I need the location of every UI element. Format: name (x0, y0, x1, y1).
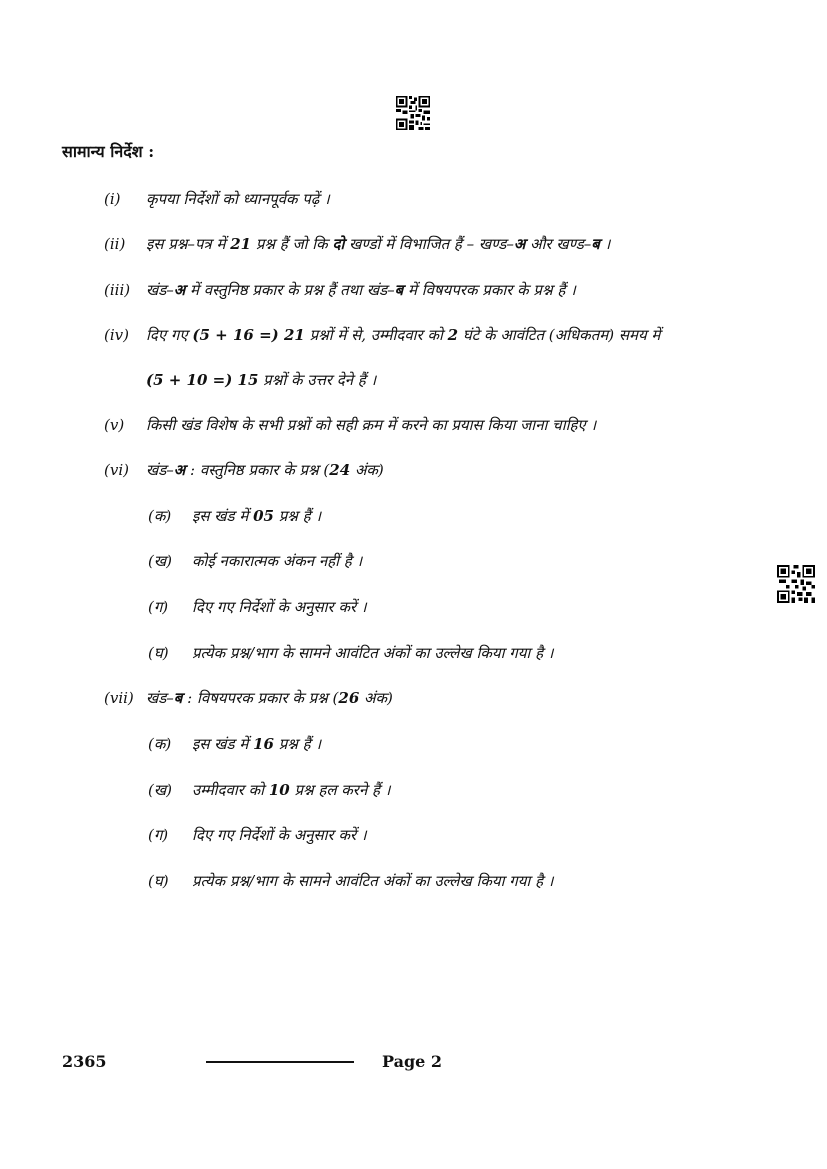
item-text: अ (173, 461, 186, 479)
item-number: (iv) (104, 326, 129, 344)
item-number: (ii) (104, 235, 126, 253)
item-text: 2 (447, 326, 459, 344)
item-text: 16 (253, 735, 274, 753)
item-number: (i) (104, 190, 121, 208)
item-text: प्रश्न हैं । (273, 507, 322, 525)
item-number: (घ) (148, 872, 169, 890)
item-text: में वस्तुनिष्ठ प्रकार के प्रश्न हैं तथा खंड– (185, 281, 395, 299)
item-text: उम्मीदवार को (192, 781, 269, 799)
instruction-ii (104, 234, 610, 254)
item-text: और खण्ड– (525, 235, 592, 253)
item-text: प्रश्न हैं । (273, 735, 322, 753)
item-text: खंड– (146, 689, 174, 707)
sub-item-vi-kha (148, 551, 362, 571)
item-text: प्रश्न हैं जो कि (251, 235, 333, 253)
sub-item-vii-ga (148, 825, 367, 845)
item-text: 10 (268, 781, 290, 799)
item-text: घंटे के आवंटित (अधिकतम) समय में (458, 326, 661, 344)
item-text: कोई नकारात्मक अंकन नहीं है । (192, 552, 363, 570)
item-text: : वस्तुनिष्ठ प्रकार के प्रश्न ( (185, 461, 330, 479)
item-number: (ग) (148, 826, 169, 844)
item-text: खंड– (146, 281, 174, 299)
item-text: ब (591, 235, 600, 253)
item-text: प्रत्येक प्रश्न/भाग के सामने आवंटित अंकों का उल्लेख किया गया है । (192, 644, 554, 662)
footer-divider (206, 1061, 354, 1063)
item-number: (घ) (148, 644, 169, 662)
paper-code: 2365 (62, 1052, 107, 1071)
sub-item-vi-ka (148, 506, 321, 526)
instruction-i (104, 189, 330, 209)
item-number: (ग) (148, 598, 169, 616)
sub-item-vii-ka (148, 734, 321, 754)
instruction-iv-continued (146, 370, 376, 390)
sub-item-vii-kha (148, 780, 390, 800)
item-text: (5 + 10 =) 15 (146, 371, 259, 389)
item-number: (ख) (148, 552, 172, 570)
item-text: अ (513, 235, 526, 253)
instruction-iii (104, 280, 576, 300)
instruction-iv (104, 325, 660, 345)
item-text: इस खंड में (192, 735, 254, 753)
instruction-vi (104, 460, 384, 480)
item-text: में विषयपरक प्रकार के प्रश्न हैं । (403, 281, 576, 299)
item-text: इस खंड में (192, 507, 254, 525)
item-text: (5 + 16 =) 21 (192, 326, 305, 344)
qr-code-icon (776, 565, 816, 603)
item-text: इस प्रश्न–पत्र में (146, 235, 231, 253)
item-text: कृपया निर्देशों को ध्यानपूर्वक पढ़ें । (146, 190, 330, 208)
item-text: अंक) (359, 689, 393, 707)
item-number: (vii) (104, 689, 134, 707)
item-text: 05 (253, 507, 274, 525)
item-text: : विषयपरक प्रकार के प्रश्न ( (182, 689, 339, 707)
item-text: खंड– (146, 461, 174, 479)
item-text: 21 (230, 235, 252, 253)
item-number: (v) (104, 416, 125, 434)
item-number: (vi) (104, 461, 129, 479)
item-text: । (599, 235, 611, 253)
item-number: (क) (148, 735, 172, 753)
item-text: अंक) (350, 461, 384, 479)
item-text: दिए गए निर्देशों के अनुसार करें । (192, 598, 367, 616)
item-number: (क) (148, 507, 172, 525)
item-text: प्रश्न हल करने हैं । (289, 781, 391, 799)
sub-item-vi-ga (148, 597, 367, 617)
item-number: (ख) (148, 781, 172, 799)
item-text: अ (173, 281, 186, 299)
item-text: प्रश्नों में से, उम्मीदवार को (304, 326, 448, 344)
item-text: किसी खंड विशेष के सभी प्रश्नों को सही क्रम में करने का प्रयास किया जाना चाहिए । (146, 416, 597, 434)
instruction-vii (104, 688, 393, 708)
qr-code-icon (396, 96, 430, 130)
item-text: प्रत्येक प्रश्न/भाग के सामने आवंटित अंकों का उल्लेख किया गया है । (192, 872, 554, 890)
item-text: खण्डों में विभाजित हैं – खण्ड– (344, 235, 514, 253)
instruction-v (104, 415, 596, 435)
item-text: 26 (338, 689, 360, 707)
item-text: ब (394, 281, 404, 299)
item-text: ब (173, 689, 183, 707)
item-text: प्रश्नों के उत्तर देने हैं । (258, 371, 377, 389)
item-text: 24 (329, 461, 351, 479)
page-heading: सामान्य निर्देश : (62, 142, 155, 161)
item-text: दिए गए (146, 326, 193, 344)
item-text: दो (332, 235, 345, 253)
sub-item-vii-gha (148, 871, 554, 891)
item-text: दिए गए निर्देशों के अनुसार करें । (192, 826, 367, 844)
page-number: Page 2 (382, 1052, 443, 1071)
item-number: (iii) (104, 281, 131, 299)
sub-item-vi-gha (148, 643, 554, 663)
